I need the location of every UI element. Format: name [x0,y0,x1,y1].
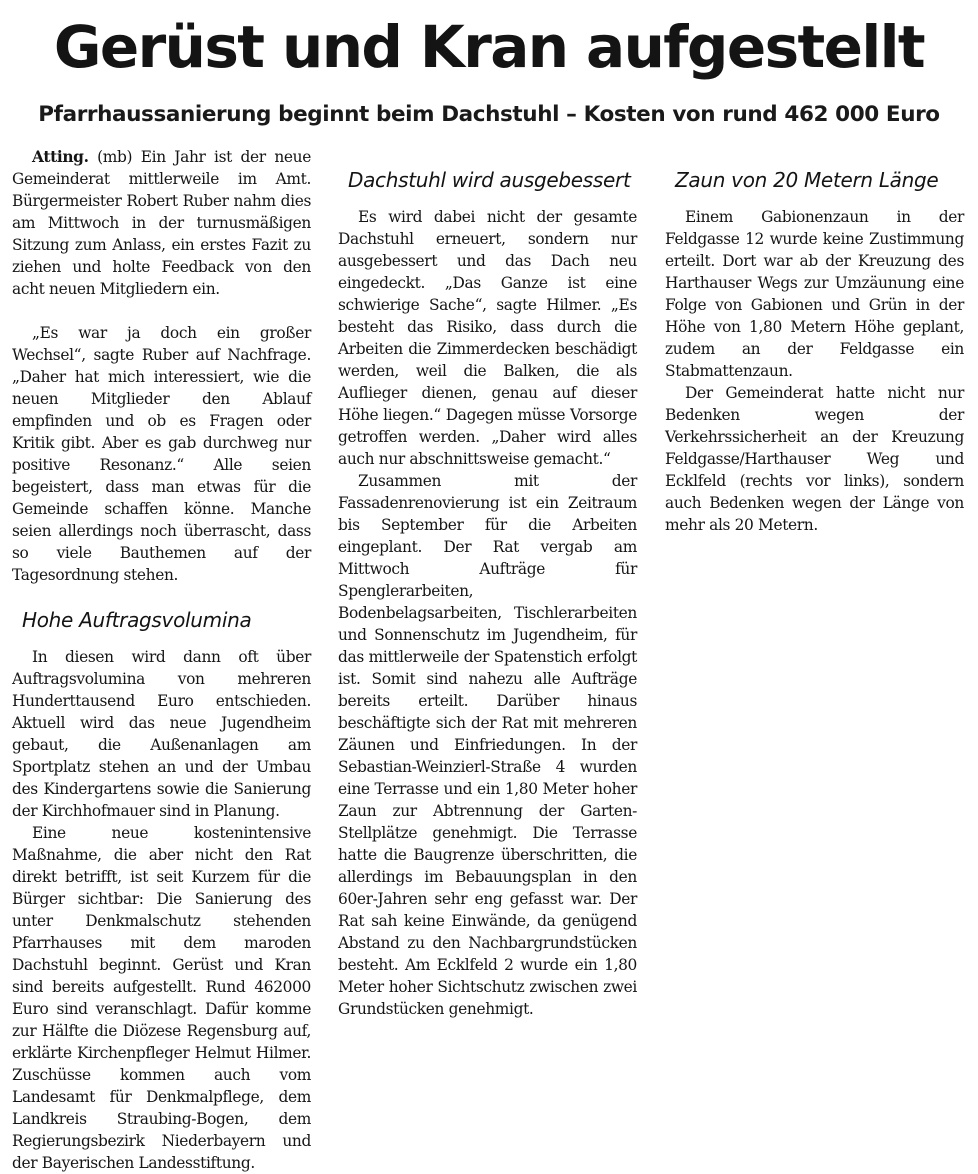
dateline: Atting. [32,148,89,166]
paragraph-1 [12,146,311,300]
paragraph-4: Eine neue kostenintensive Maßnahme, die aber nicht den Rat direkt betrifft, ist seit Kurzem für die Bürger sichtbar: Die Sanierung des unter Denkmalschutz stehenden Pfarrhauses mit dem maroden Dachstuhl beginnt. Gerüst und Kran sind bereits aufgestellt. Rund 462000 Euro sind veranschlagt. Dafür komme zur Hälfte die Diözese Regensburg auf, erklärte Kirchenpfleger Helmut Hilmer. Zuschüsse kommen auch vom Landesamt für Denkmalpflege, dem Landkreis Straubing-Bogen, dem Regierungsbezirk Niederbayern und der Bayerischen Landesstiftung. [12,824,311,1172]
paragraph-6: Zusammen mit der Fassadenrenovierung ist ein Zeitraum bis September für die Arbeiten eingeplant. Der Rat vergab am Mittwoch Aufträge für Spenglerarbeiten, Bodenbelagsarbeiten, Tischlerarbeiten und Sonnenschutz im Jugendheim, für das mittlerweile der Spatenstich erfolgt ist. Somit sind nahezu alle Aufträge bereits erteilt. Darüber hinaus beschäftigte sich der Rat mit mehreren Zäunen und Einfriedungen. In der Sebastian-Weinzierl-Straße 4 wurden eine Terrasse und ein 1,80 Meter hoher Zaun zur Abtrennung der Garten-Stellplätze genehmigt. Die Terrasse hatte die Baugrenze überschritten, die allerdings im Bebauungsplan in den 60er-Jahren sehr eng gefasst war. Der Rat sah keine Einwände, da genügend Abstand zu den Nachbargrundstücken besteht. Am Ecklfeld 2 wurde ein 1,80 Meter hoher Sichtschutz zwischen zwei Grundstücken genehmigt. [338,472,637,1018]
headline: Gerüst und Kran aufgestellt [53,13,925,81]
paragraph-8: Der Gemeinderat hatte nicht nur Bedenken wegen der Verkehrssicherheit an der Kreuzung Feldgasse/Harthauser Weg und Ecklfeld (rechts vor links), sondern auch Bedenken wegen der Länge von mehr als 20 Metern. [665,384,964,534]
paragraph-2: „Es war ja doch ein großer Wechsel“, sagte Ruber auf Nachfrage. „Daher hat mich interessiert, wie die neuen Mitglieder den Ablauf empfinden und ob es Fragen oder Kritik gibt. Aber es gab durchweg nur positive Resonanz.“ Alle seien begeistert, dass man etwas für die Gemeinde schaffen könne. Manche seien allerdings noch überrascht, dass so viele Bauthemen auf der Tagesordnung stehen. [12,324,311,584]
column-3 [665,146,964,536]
paragraph-5: Es wird dabei nicht der gesamte Dachstuhl erneuert, sondern nur ausgebessert und das Dach neu eingedeckt. „Das Ganze ist eine schwierige Sache“, sagte Hilmer. „Es besteht das Risiko, dass durch die Arbeiten die Zimmerdecken beschädigt werden, weil die Balken, die als Auflieger dienen, genau auf dieser Höhe liegen.“ Dagegen müsse Vorsorge getroffen werden. „Daher wird alles auch nur abschnittsweise gemacht.“ [338,208,637,468]
column-1 [12,146,311,1174]
paragraph-7: Einem Gabionenzaun in der Feldgasse 12 wurde keine Zustimmung erteilt. Dort war ab der Kreuzung des Harthauser Wegs zur Umzäunung eine Folge von Gabionen und Grün in der Höhe von 1,80 Metern Höhe geplant, zudem an der Feldgasse ein Stabmattenzaun. [665,208,964,380]
paragraph-1-text: (mb) Ein Jahr ist der neue Gemeinderat mittlerweile im Amt. Bürgermeister Robert Ruber nahm dies am Mittwoch in der turnusmäßigen Sitzung zum Anlass, ein erstes Fazit zu ziehen und holte Feedback von den acht neuen Mitgliedern ein. [12,148,311,298]
paragraph-3: In diesen wird dann oft über Auftragsvolumina von mehreren Hunderttausend Euro entschieden. Aktuell wird das neue Jugendheim gebaut, die Außenanlagen am Sportplatz stehen an und der Umbau des Kindergartens sowie die Sanierung der Kirchhofmauer sind in Planung. [12,648,311,820]
column-2 [338,146,637,1020]
subhead-zaun: Zaun von 20 Metern Länge [675,168,939,192]
subhead-auftragsvolumina: Hohe Auftragsvolumina [22,608,252,632]
subhead-dachstuhl: Dachstuhl wird ausgebessert [348,168,631,192]
subheadline: Pfarrhaussanierung beginnt beim Dachstuhl – Kosten von rund 462 000 Euro [38,102,940,127]
